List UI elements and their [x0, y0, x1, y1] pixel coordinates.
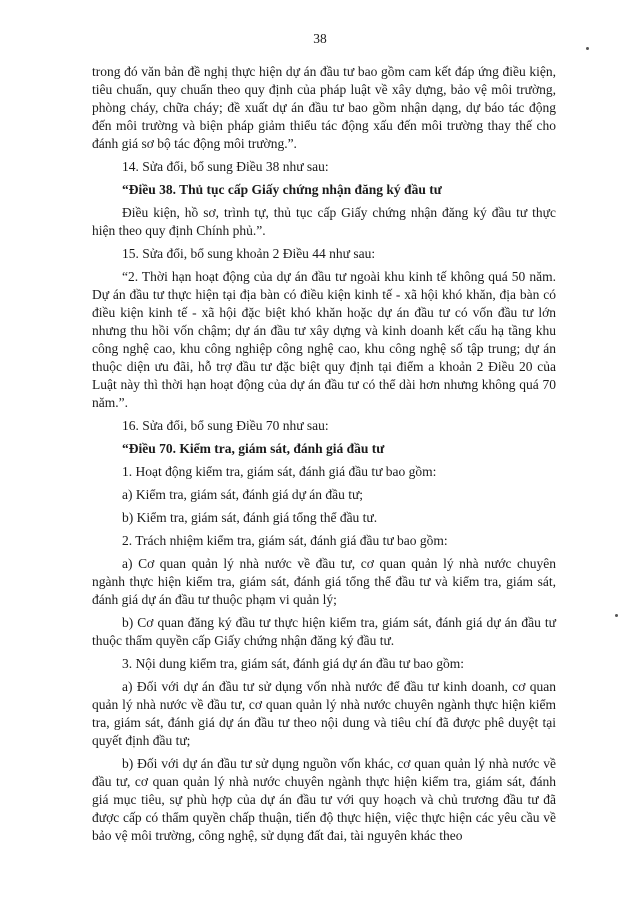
- clause-1: 1. Hoạt động kiểm tra, giám sát, đánh giá đầu tư bao gồm:: [122, 464, 437, 479]
- amendment-14-heading: 14. Sửa đổi, bổ sung Điều 38 như sau:: [122, 159, 329, 174]
- clause-2-point-b: b) Cơ quan đăng ký đầu tư thực hiện kiểm tra, giám sát, đánh giá dự án đầu tư thuộc thẩm quyền cấp Giấy chứng nhận đăng ký đầu tư.: [92, 615, 556, 648]
- clause-3-point-a: a) Đối với dự án đầu tư sử dụng vốn nhà nước để đầu tư kinh doanh, cơ quan quản lý nhà nước về đầu tư, cơ quan quản lý nhà nước chuyên ngành thực hiện kiểm tra, giám sát, đánh giá dự án đầu tư theo nội dung và tiêu chí đã được phê duyệt tại quyết định đầu tư;: [92, 679, 556, 748]
- article-38-title: “Điều 38. Thủ tục cấp Giấy chứng nhận đăng ký đầu tư: [122, 182, 442, 197]
- article-38-body: Điều kiện, hồ sơ, trình tự, thủ tục cấp Giấy chứng nhận đăng ký đầu tư thực hiện theo quy định Chính phủ.”.: [92, 205, 556, 238]
- amendment-16-heading: 16. Sửa đổi, bổ sung Điều 70 như sau:: [122, 418, 329, 433]
- document-body: [92, 63, 556, 845]
- clause-1-point-b: b) Kiểm tra, giám sát, đánh giá tổng thể đầu tư.: [122, 510, 378, 525]
- clause-3-point-b: b) Đối với dự án đầu tư sử dụng nguồn vốn khác, cơ quan quản lý nhà nước về đầu tư, cơ quan quản lý nhà nước chuyên ngành thực hiện kiểm tra, giám sát, đánh giá mục tiêu, sự phù hợp của dự án đầu tư với quy hoạch và chủ trương đầu tư đã được cấp có thẩm quyền chấp thuận, tiến độ thực hiện, việc thực hiện các yêu cầu về bảo vệ môi trường, công nghệ, sử dụng đất đai, tài nguyên khác theo: [92, 756, 556, 843]
- scan-speck: [586, 47, 589, 50]
- clause-2: 2. Trách nhiệm kiểm tra, giám sát, đánh giá đầu tư bao gồm:: [122, 533, 448, 548]
- scan-speck: [615, 614, 618, 617]
- clause-2-point-a: a) Cơ quan quản lý nhà nước về đầu tư, cơ quan quản lý nhà nước chuyên ngành thực hiện kiểm tra, giám sát, đánh giá tổng thể đầu tư và kiểm tra, giám sát, đánh giá dự án đầu tư thuộc phạm vi quản lý;: [92, 556, 556, 607]
- clause-3: 3. Nội dung kiểm tra, giám sát, đánh giá dự án đầu tư bao gồm:: [122, 656, 464, 671]
- article-70-title: “Điều 70. Kiểm tra, giám sát, đánh giá đầu tư: [122, 441, 385, 456]
- amendment-15-heading: 15. Sửa đổi, bổ sung khoản 2 Điều 44 như sau:: [122, 246, 376, 261]
- paragraph-continuation: trong đó văn bản đề nghị thực hiện dự án đầu tư bao gồm cam kết đáp ứng điều kiện, tiêu chuẩn, quy chuẩn theo quy định của pháp luật về xây dựng, bảo vệ môi trường, phòng cháy, chữa cháy; đề xuất dự án đầu tư bao gồm nhận dạng, dự báo tác động đến môi trường và biện pháp giảm thiểu tác động xấu đến môi trường thay thế cho đánh giá sơ bộ tác động môi trường.”.: [92, 64, 556, 151]
- article-44-clause-2: “2. Thời hạn hoạt động của dự án đầu tư ngoài khu kinh tế không quá 50 năm. Dự án đầu tư thực hiện tại địa bàn có điều kiện kinh tế - xã hội khó khăn, địa bàn có điều kiện kinh tế - xã hội đặc biệt khó khăn hoặc dự án đầu tư có vốn đầu tư lớn nhưng thu hồi vốn chậm; dự án đầu tư xây dựng và kinh doanh kết cấu hạ tầng khu công nghệ cao, khu công nghiệp công nghệ cao, khu công nghệ số tập trung; dự án thuộc diện ưu đãi, hỗ trợ đầu tư đặc biệt quy định tại điểm a khoản 2 Điều 20 của Luật này thì thời hạn hoạt động của dự án đầu tư có thể dài hơn nhưng không quá 70 năm.”.: [92, 269, 556, 410]
- clause-1-point-a: a) Kiểm tra, giám sát, đánh giá dự án đầu tư;: [122, 487, 364, 502]
- page-number: 38: [313, 31, 327, 46]
